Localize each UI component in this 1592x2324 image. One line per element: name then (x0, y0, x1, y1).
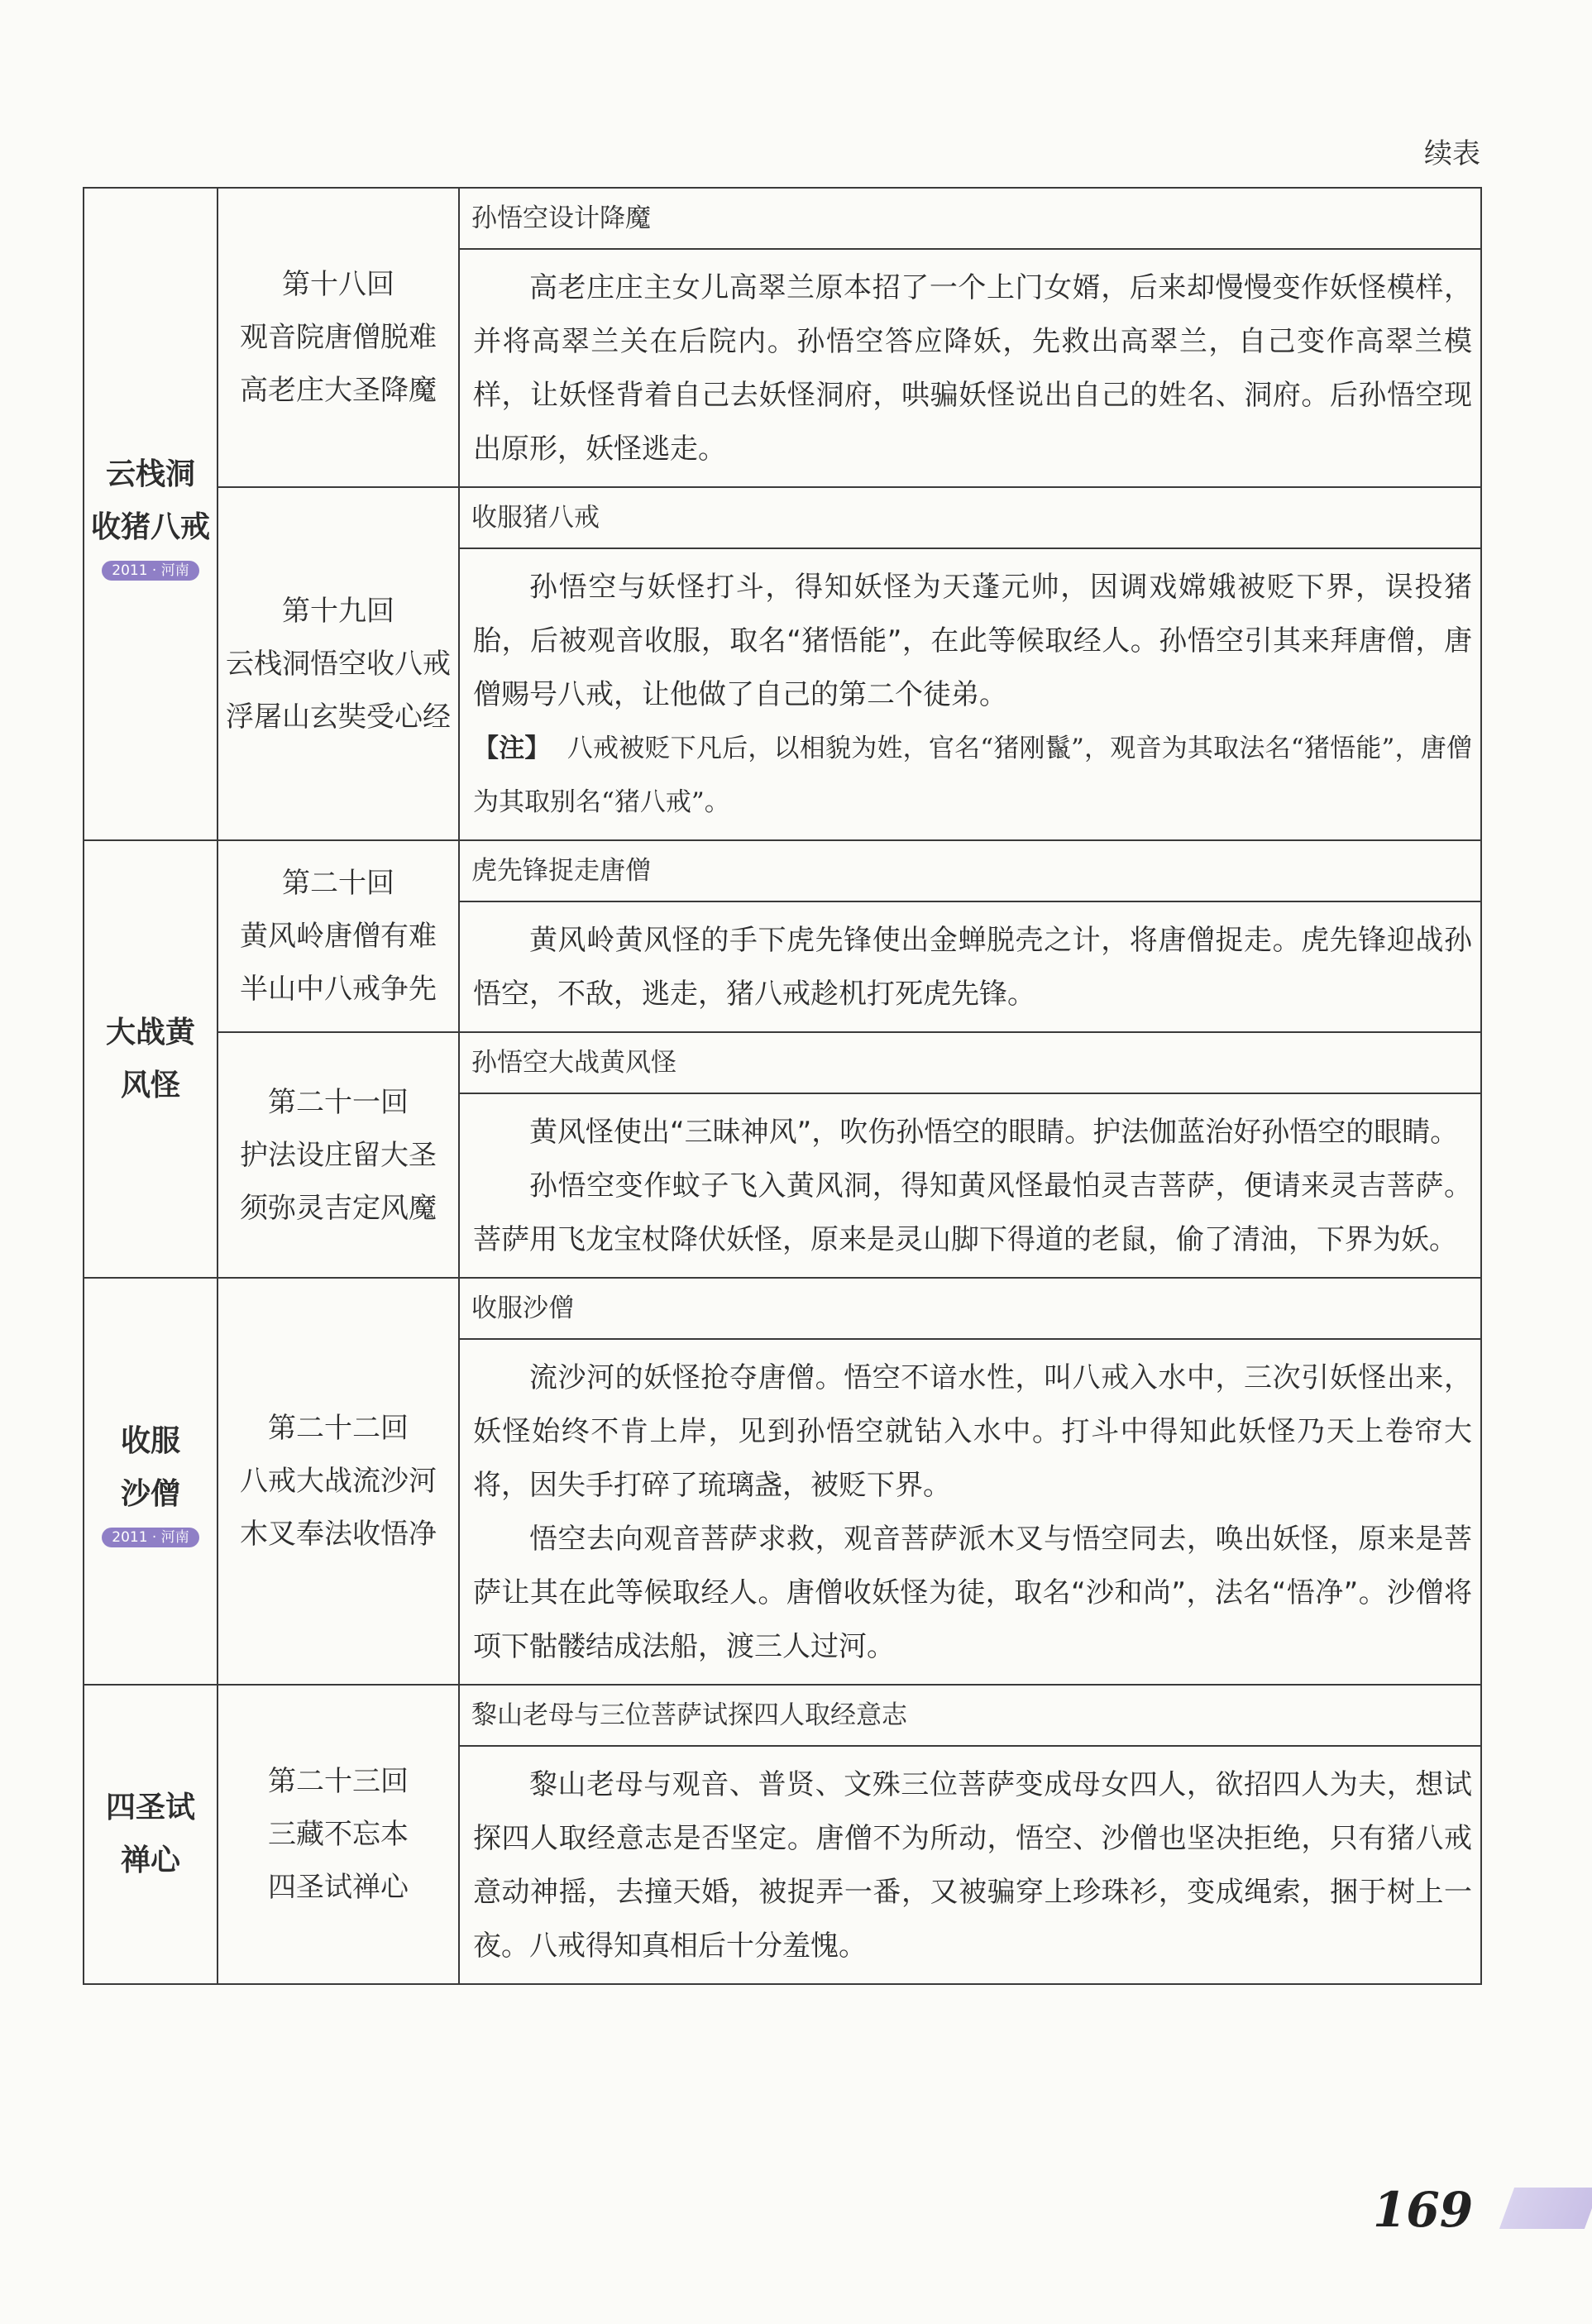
text-line: 云栈洞 (105, 457, 195, 491)
text-line: 第二十一回 (268, 1085, 409, 1119)
theme-label (91, 448, 210, 554)
event-title: 黎山老母与三位菩萨试探四人取经意志 (460, 1686, 1480, 1747)
table-section (84, 1279, 1480, 1686)
text-line: 沙僧 (120, 1477, 180, 1511)
chapter-title (218, 189, 460, 486)
theme-cell (84, 1279, 218, 1684)
text-line: 大战黄 (105, 1015, 195, 1050)
text-line: 第十八回 (282, 268, 394, 301)
theme-label (121, 1415, 180, 1521)
exam-badge: 2011 · 河南 (102, 561, 198, 581)
table-section (84, 841, 1480, 1279)
chapter-title (218, 488, 460, 839)
text-line: 须弥灵吉定风魔 (240, 1191, 437, 1225)
text-line: 半山中八戒争先 (240, 973, 437, 1006)
text-line: 浮屠山玄奘受心经 (226, 700, 451, 734)
table-section (84, 189, 1480, 841)
event-content (460, 1747, 1480, 1983)
paragraph: 黄风怪使出“三昧神风”，吹伤孙悟空的眼睛。护法伽蓝治好孙悟空的眼睛。 (529, 1116, 1459, 1149)
plot-summary-table (83, 187, 1482, 1985)
note-tag: 【注】 (473, 734, 551, 763)
chapter-title (218, 1033, 460, 1277)
event-title: 收服猪八戒 (460, 488, 1480, 549)
table-section (84, 1686, 1480, 1983)
event-title: 孙悟空大战黄风怪 (460, 1033, 1480, 1094)
text-line: 四圣试 (105, 1791, 195, 1824)
chapter-row (218, 841, 1480, 1033)
event-title: 收服沙僧 (460, 1279, 1480, 1340)
exam-badge: 2011 · 河南 (102, 1528, 198, 1547)
chapter-row (218, 488, 1480, 839)
event-title: 虎先锋捉走唐僧 (460, 841, 1480, 902)
chapter-row (218, 1033, 1480, 1277)
page-tab-decoration (1499, 2188, 1592, 2229)
text-line: 护法设庄留大圣 (240, 1138, 437, 1172)
text-line: 收猪八戒 (90, 509, 210, 544)
event-title: 孙悟空设计降魔 (460, 189, 1480, 250)
text-line: 云栈洞悟空收八戒 (226, 647, 451, 681)
text-line: 第十九回 (282, 594, 394, 628)
event-content (460, 549, 1480, 839)
paragraph: 黎山老母与观音、普贤、文殊三位菩萨变成母女四人，欲招四人为夫，想试探四人取经意志是否坚定。唐僧不为所动，悟空、沙僧也坚决拒绝，只有猪八戒意动神摇，去撞天婚，被捉弄一番，又被骗穿上珍珠衫，变成绳索，捆于树上一夜。八戒得知真相后十分羞愧。 (473, 1768, 1472, 1963)
paragraph: 孙悟空与妖怪打斗，得知妖怪为天蓬元帅，因调戏嫦娥被贬下界，误投猪胎，后被观音收服，取名“猪悟能”，在此等候取经人。孙悟空引其来拜唐僧，唐僧赐号八戒，让他做了自己的第二个徒弟。 (473, 571, 1472, 711)
event-content (460, 902, 1480, 1031)
paragraph: 流沙河的妖怪抢夺唐僧。悟空不谙水性，叫八戒入水中，三次引妖怪出来，妖怪始终不肯上岸，见到孙悟空就钻入水中。打斗中得知此妖怪乃天上卷帘大将，因失手打碎了琉璃盏，被贬下界。 (473, 1361, 1472, 1502)
text-line: 第二十回 (282, 867, 394, 900)
theme-cell (84, 1686, 218, 1983)
text-line: 八戒大战流沙河 (240, 1465, 437, 1498)
text-line: 黄风岭唐僧有难 (240, 920, 437, 953)
event-content (460, 250, 1480, 486)
text-line: 三藏不忘本 (268, 1818, 409, 1851)
text-line: 禅心 (120, 1843, 180, 1877)
note-text: 八戒被贬下凡后，以相貌为姓，官名“猪刚鬣”，观音为其取法名“猪悟能”，唐僧为其取别名“猪八戒”。 (473, 734, 1473, 817)
page-number: 169 (1373, 2182, 1474, 2238)
theme-cell (84, 841, 218, 1277)
chapter-row (218, 1686, 1480, 1983)
text-line: 四圣试禅心 (268, 1871, 409, 1904)
chapter-title (218, 1279, 460, 1684)
chapter-row (218, 1279, 1480, 1684)
event-content (460, 1340, 1480, 1684)
text-line: 观音院唐僧脱难 (240, 321, 437, 354)
text-line: 第二十二回 (268, 1412, 409, 1445)
theme-label (106, 1781, 195, 1887)
theme-cell (84, 189, 218, 839)
text-line: 第二十三回 (268, 1765, 409, 1798)
paragraph: 孙悟空变作蚊子飞入黄风洞，得知黄风怪最怕灵吉菩萨，便请来灵吉菩萨。菩萨用飞龙宝杖降伏妖怪，原来是灵山脚下得道的老鼠，偷了清油，下界为妖。 (473, 1169, 1472, 1256)
text-line: 木叉奉法收悟净 (240, 1518, 437, 1551)
paragraph: 黄风岭黄风怪的手下虎先锋使出金蝉脱壳之计，将唐僧捉走。虎先锋迎战孙悟空，不敌，逃走，猪八戒趁机打死虎先锋。 (473, 924, 1472, 1011)
chapter-title (218, 1686, 460, 1983)
text-line: 高老庄大圣降魔 (240, 374, 437, 407)
text-line: 风怪 (120, 1068, 180, 1102)
paragraph: 悟空去向观音菩萨求救，观音菩萨派木叉与悟空同去，唤出妖怪，原来是菩萨让其在此等候取经人。唐僧收妖怪为徒，取名“沙和尚”，法名“悟净”。沙僧将项下骷髅结成法船，渡三人过河。 (473, 1523, 1472, 1663)
note (473, 722, 1472, 830)
chapter-row (218, 189, 1480, 488)
continued-label: 续表 (1424, 137, 1480, 170)
event-content (460, 1094, 1480, 1277)
theme-label (106, 1007, 195, 1112)
chapter-title (218, 841, 460, 1031)
paragraph: 高老庄庄主女儿高翠兰原本招了一个上门女婿，后来却慢慢变作妖怪模样，并将高翠兰关在后院内。孙悟空答应降妖，先救出高翠兰，自己变作高翠兰模样，让妖怪背着自己去妖怪洞府，哄骗妖怪说出自己的姓名、洞府。后孙悟空现出原形，妖怪逃走。 (473, 271, 1472, 466)
text-line: 收服 (120, 1424, 180, 1458)
